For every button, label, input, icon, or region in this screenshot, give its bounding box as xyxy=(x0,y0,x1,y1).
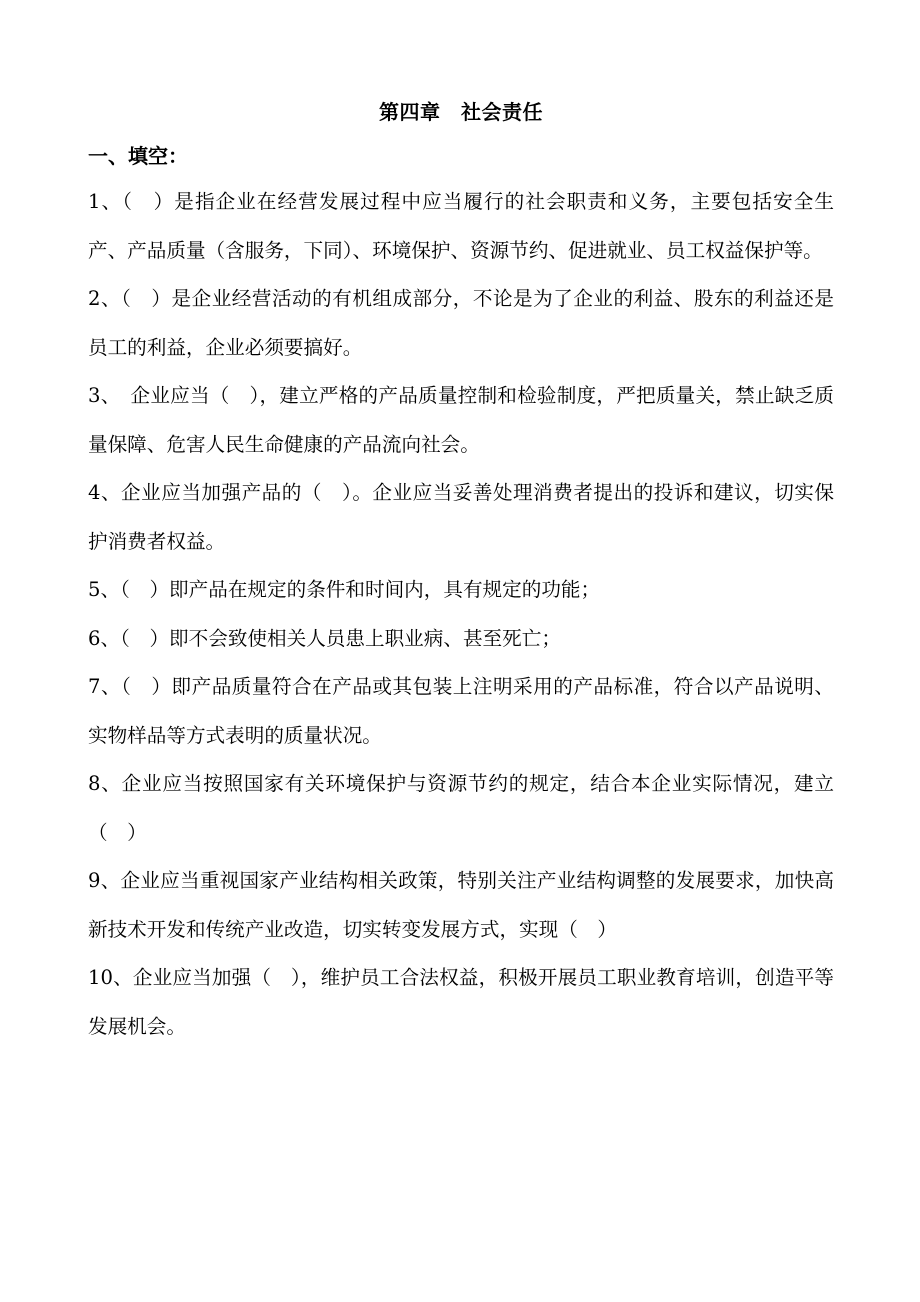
chapter-title: 第四章 社会责任 xyxy=(379,100,543,124)
question-5: 5、（ ）即产品在规定的条件和时间内，具有规定的功能； xyxy=(88,578,601,601)
question-2: 2、（ ）是企业经营活动的有机组成部分，不论是为了企业的利益、股东的利益还是员工的利益，企业必须要搞好。 xyxy=(88,287,834,359)
document-page xyxy=(88,96,834,1051)
question-4: 4、企业应当加强产品的（ ）。企业应当妥善处理消费者提出的投诉和建议，切实保护消费者权益。 xyxy=(88,481,834,553)
question-6: 6、（ ）即不会致使相关人员患上职业病、甚至死亡； xyxy=(88,626,561,650)
question-3: 3、 企业应当（ ），建立严格的产品质量控制和检验制度，严把质量关，禁止缺乏质量保障、危害人民生命健康的产品流向社会。 xyxy=(88,384,834,456)
section-heading: 一、填空： xyxy=(88,144,188,168)
question-10: 10、企业应当加强（ ），维护员工合法权益，积极开展员工职业教育培训，创造平等发展机会。 xyxy=(88,966,834,1038)
question-7: 7、（ ）即产品质量符合在产品或其包装上注明采用的产品标准，符合以产品说明、实物样品等方式表明的质量状况。 xyxy=(88,675,834,747)
question-9: 9、企业应当重视国家产业结构相关政策，特别关注产业结构调整的发展要求，加快高新技术开发和传统产业改造，切实转变发展方式，实现（ ） xyxy=(88,869,834,941)
question-1: 1、（ ）是指企业在经营发展过程中应当履行的社会职责和义务，主要包括安全生产、产品质量（含服务，下同）、环境保护、资源节约、促进就业、员工权益保护等。 xyxy=(88,190,834,262)
question-8: 8、企业应当按照国家有关环境保护与资源节约的规定，结合本企业实际情况，建立（ ） xyxy=(88,772,834,844)
